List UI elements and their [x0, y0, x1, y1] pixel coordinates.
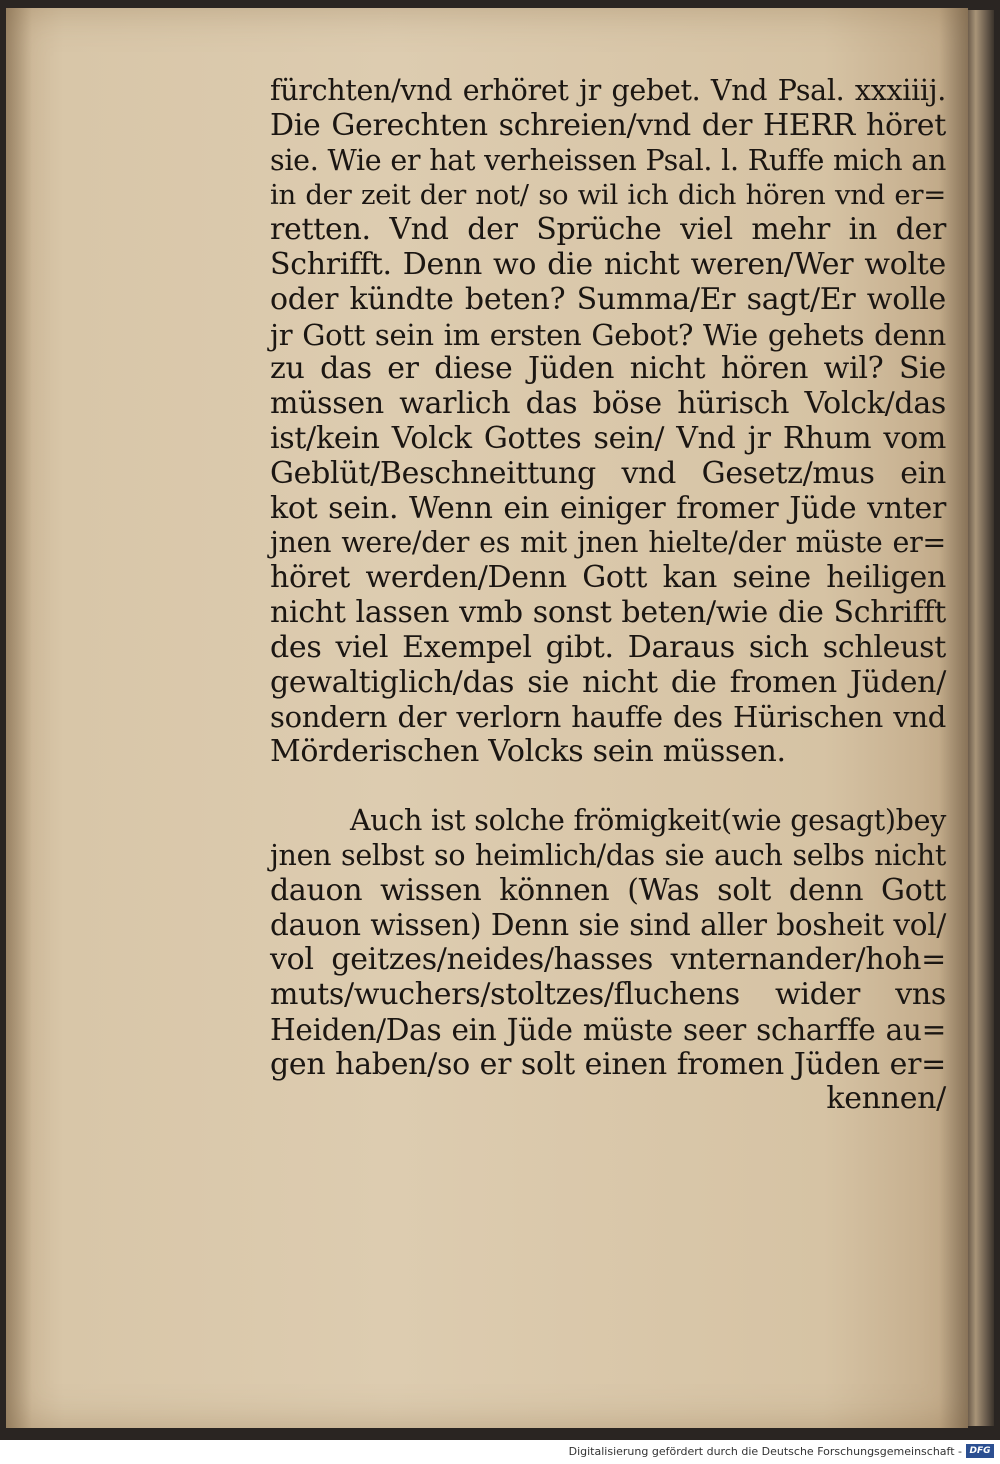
body-text: [270, 74, 946, 1117]
funding-credit: Digitalisierung gefördert durch die Deutsche Forschungsgemeinschaft -: [568, 1445, 962, 1458]
text-line: vol geitzes/neides/hasses vnternander/hoh=: [270, 942, 946, 978]
text-line: nicht lassen vmb sonst beten/wie die Schrifft: [270, 594, 946, 630]
paragraph-1: [270, 74, 946, 770]
text-line: ist/kein Volck Gottes sein/ Vnd jr Rhum vom: [270, 420, 946, 456]
text-line: gewaltiglich/das sie nicht die fromen Jüden/: [270, 664, 946, 700]
text-line: Geblüt/Beschneittung vnd Gesetz/mus ein: [270, 455, 946, 491]
text-line: in der zeit der not/ so wil ich dich hören vnd er=: [270, 179, 946, 212]
footer-bar: [0, 1440, 1000, 1464]
text-line: dauon wissen können (Was solt denn Gott: [270, 872, 946, 908]
text-line: muts/wuchers/stoltzes/fluchens wider vns: [270, 976, 946, 1012]
text-line: Schrifft. Denn wo die nicht weren/Wer wolte: [270, 246, 946, 282]
text-line: Mörderischen Volcks sein müssen.: [270, 734, 786, 770]
text-line: höret werden/Denn Gott kan seine heiligen: [270, 560, 946, 596]
text-line: Heiden/Das ein Jüde müste seer scharffe au=: [270, 1012, 946, 1047]
text-line: jnen were/der es mit jnen hielte/der müste er=: [270, 526, 946, 560]
text-line: Die Gerechten schreien/vnd der HERR höret: [270, 107, 946, 143]
text-line: sondern der verlorn hauffe des Hürischen vnd: [270, 700, 946, 735]
paragraph-2: [270, 804, 946, 1082]
text-line: Auch ist solche frömigkeit(wie gesagt)bey: [350, 803, 946, 837]
text-line: des viel Exempel gibt. Daraus sich schleust: [270, 629, 946, 665]
page-gutter: [6, 8, 32, 1428]
text-line: oder kündte beten? Summa/Er sagt/Er wolle: [270, 281, 946, 317]
text-line: dauon wissen) Denn sie sind aller bosheit vol/: [270, 908, 946, 943]
catchword: kennen/: [826, 1081, 946, 1117]
text-line: sie. Wie er hat verheissen Psal. l. Ruffe mich an: [270, 143, 946, 177]
text-line: jnen selbst so heimlich/das sie auch selbs nicht: [270, 838, 946, 872]
text-line: fürchten/vnd erhöret jr gebet. Vnd Psal. xxxiiij.: [270, 74, 946, 107]
text-line: zu das er diese Jüden nicht hören wil? Sie: [270, 351, 946, 387]
text-line: müssen warlich das böse hürisch Volck/das: [270, 386, 946, 422]
page-edge: [968, 10, 994, 1426]
text-line: gen haben/so er solt einen fromen Jüden er=: [270, 1046, 946, 1082]
text-line: kot sein. Wenn ein einiger fromer Jüde vnter: [270, 490, 946, 526]
dfg-logo: DFG: [966, 1444, 994, 1458]
paragraph-gap: [270, 770, 946, 804]
text-line: jr Gott sein im ersten Gebot? Wie gehets denn: [270, 317, 946, 352]
text-line: retten. Vnd der Sprüche viel mehr in der: [270, 212, 946, 248]
